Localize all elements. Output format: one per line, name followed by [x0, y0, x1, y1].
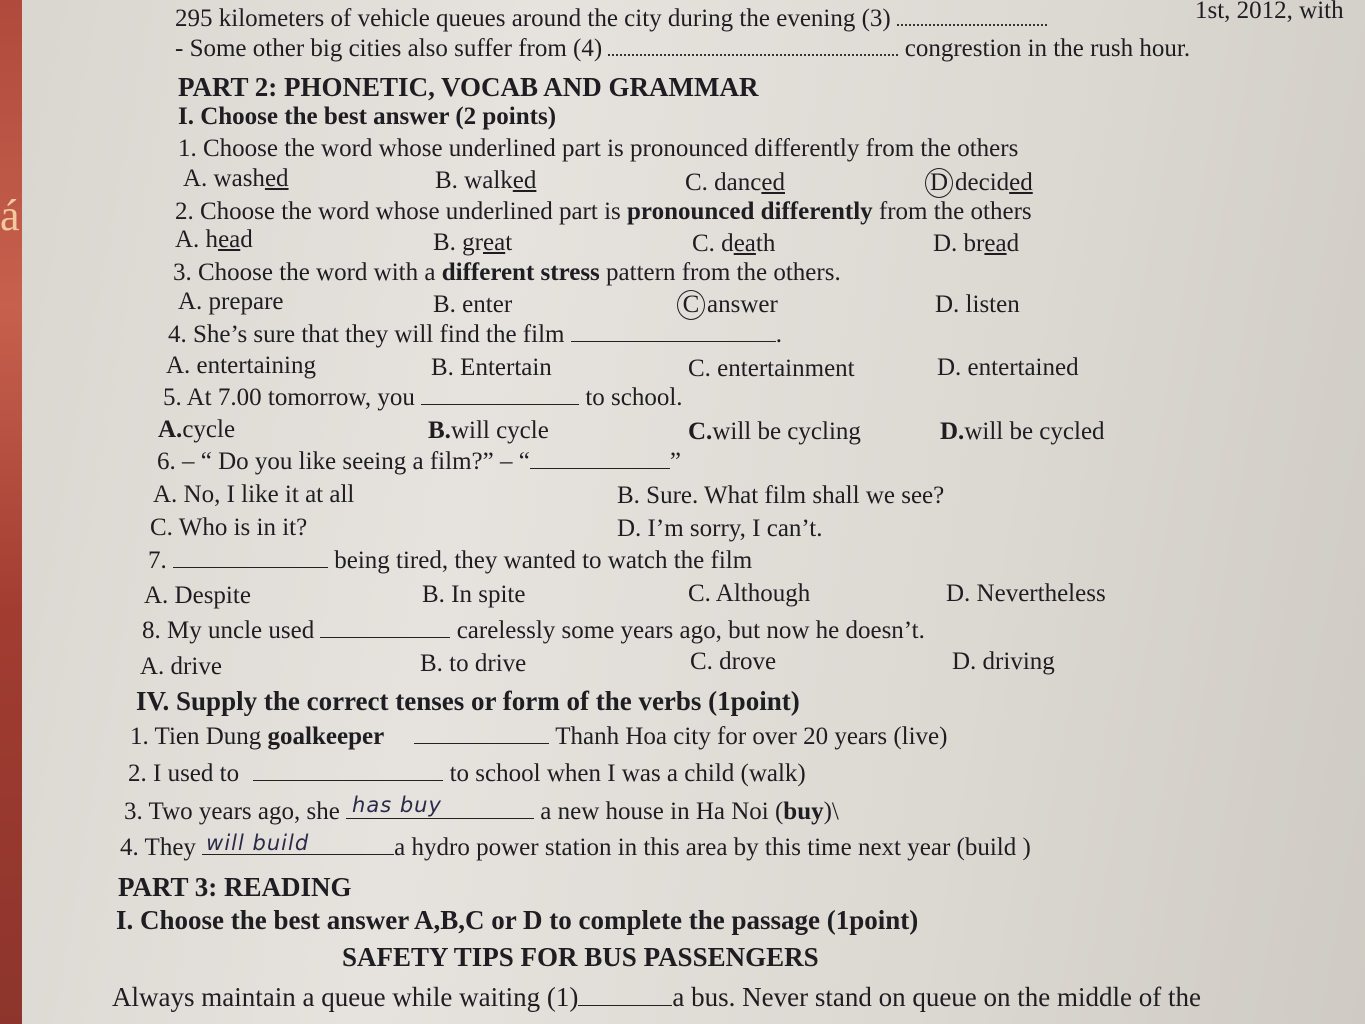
q7-option-d: D. Nevertheless [946, 580, 1106, 607]
q5-option-b: B.will cycle [428, 417, 549, 444]
answer-blank [202, 831, 394, 855]
q1-text: 1. Choose the word whose underlined part is pronounced differently from the others [178, 135, 1019, 162]
top-line1-text: - Some other big cities also suffer from (4) [175, 35, 603, 62]
q4-option-b: B. Entertain [431, 354, 552, 381]
book-cover-edge [0, 0, 22, 1024]
q2-text: 2. Choose the word whose underlined part is pronounced differently from the others [175, 198, 1032, 225]
answer-blank [578, 985, 672, 1006]
answer-blank [571, 321, 776, 342]
q7-text: 7. being tired, they wanted to watch the film [148, 547, 753, 574]
part3-title: PART 3: READING [118, 872, 352, 902]
circled-answer-mark: C [677, 290, 705, 320]
q3-option-a: A. prepare [178, 288, 284, 315]
answer-blank [320, 617, 450, 638]
top-line0-right: 1st, 2012, with [1195, 0, 1344, 24]
answer-blank [530, 448, 670, 469]
q8-option-c: C. drove [690, 648, 777, 675]
answer-dots-3 [897, 6, 1047, 26]
q3-text: 3. Choose the word with a different stress pattern from the others. [173, 259, 841, 286]
q2-option-a: A. head [175, 226, 253, 253]
q1-option-d: D decided [925, 168, 1033, 198]
answer-blank [421, 384, 579, 405]
q7-option-a: A. Despite [144, 582, 251, 609]
top-line0 [175, 4, 1047, 34]
q3-option-b: B. enter [433, 291, 513, 318]
q8-option-a: A. drive [140, 653, 222, 680]
handwritten-answer: will build [206, 831, 310, 855]
q7-option-c: C. Although [688, 580, 811, 607]
top-line1 [175, 34, 1190, 64]
q2-option-b: B. great [433, 229, 513, 256]
q6-option-b: B. Sure. What film shall we see? [617, 482, 945, 509]
cover-letter-fragment: á [0, 191, 20, 240]
answer-dots-4 [608, 36, 898, 56]
passage-title: SAFETY TIPS FOR BUS PASSENGERS [342, 942, 819, 972]
q6-text: 6. – “ Do you like seeing a film?” – “ ” [157, 448, 681, 475]
q3-option-d: D. listen [935, 291, 1020, 318]
section4-heading: IV. Supply the correct tenses or form of the verbs (1point) [136, 686, 800, 716]
answer-blank [173, 547, 328, 568]
q4-option-c: C. entertainment [688, 355, 855, 382]
part2-title: PART 2: PHONETIC, VOCAB AND GRAMMAR [178, 72, 759, 102]
q2-option-c: C. death [692, 230, 776, 257]
q8-option-d: D. driving [952, 648, 1055, 675]
q2-option-d: D. bread [933, 230, 1020, 257]
q5-text: 5. At 7.00 tomorrow, you to school. [163, 384, 683, 411]
part3-section1-heading: I. Choose the best answer A,B,C or D to complete the passage (1point) [116, 905, 919, 935]
q6-option-c: C. Who is in it? [150, 514, 308, 541]
verb-item-3: 3. Two years ago, she has buy a new house in Ha Noi (buy)\ [124, 797, 839, 827]
q4-option-a: A. entertaining [166, 352, 316, 379]
circled-answer-mark: D [925, 168, 953, 198]
q1-option-c: C. danced [685, 169, 785, 196]
q5-option-d: D.will be cycled [940, 418, 1105, 445]
q8-text: 8. My uncle used carelessly some years ago, but now he doesn’t. [142, 617, 925, 644]
verb-item-1: 1. Tien Dung goalkeeper Thanh Hoa city for over 20 years (live) [130, 723, 948, 750]
q5-option-a: A.cycle [158, 416, 236, 443]
answer-blank [346, 793, 534, 819]
q8-option-b: B. to drive [420, 650, 527, 677]
q7-option-b: B. In spite [422, 581, 526, 608]
q4-option-d: D. entertained [937, 354, 1079, 381]
q1-option-b: B. walked [435, 167, 537, 194]
q6-option-a: A. No, I like it at all [153, 481, 355, 508]
top-line1-end: congrestion in the rush hour. [904, 35, 1191, 62]
top-line0-text: 295 kilometers of vehicle queues around the city during the evening (3) [175, 5, 891, 32]
q5-option-c: C.will be cycling [688, 418, 861, 445]
passage-text: Always maintain a queue while waiting (1) a bus. Never stand on queue on the middle of the [112, 982, 1201, 1012]
answer-blank [253, 760, 443, 781]
handwritten-answer: has buy [352, 793, 442, 817]
answer-blank [414, 723, 549, 744]
q3-option-c: C answer [677, 290, 778, 320]
verb-item-4: 4. They will build a hydro power station in this area by this time next year (build ) [120, 833, 1031, 863]
q6-option-d: D. I’m sorry, I can’t. [617, 515, 823, 542]
section1-heading: I. Choose the best answer (2 points) [178, 103, 557, 130]
verb-item-2: 2. I used to to school when I was a child (walk) [128, 760, 806, 787]
q1-option-a: A. washed [183, 165, 289, 192]
q4-text: 4. She’s sure that they will find the film . [168, 321, 782, 348]
